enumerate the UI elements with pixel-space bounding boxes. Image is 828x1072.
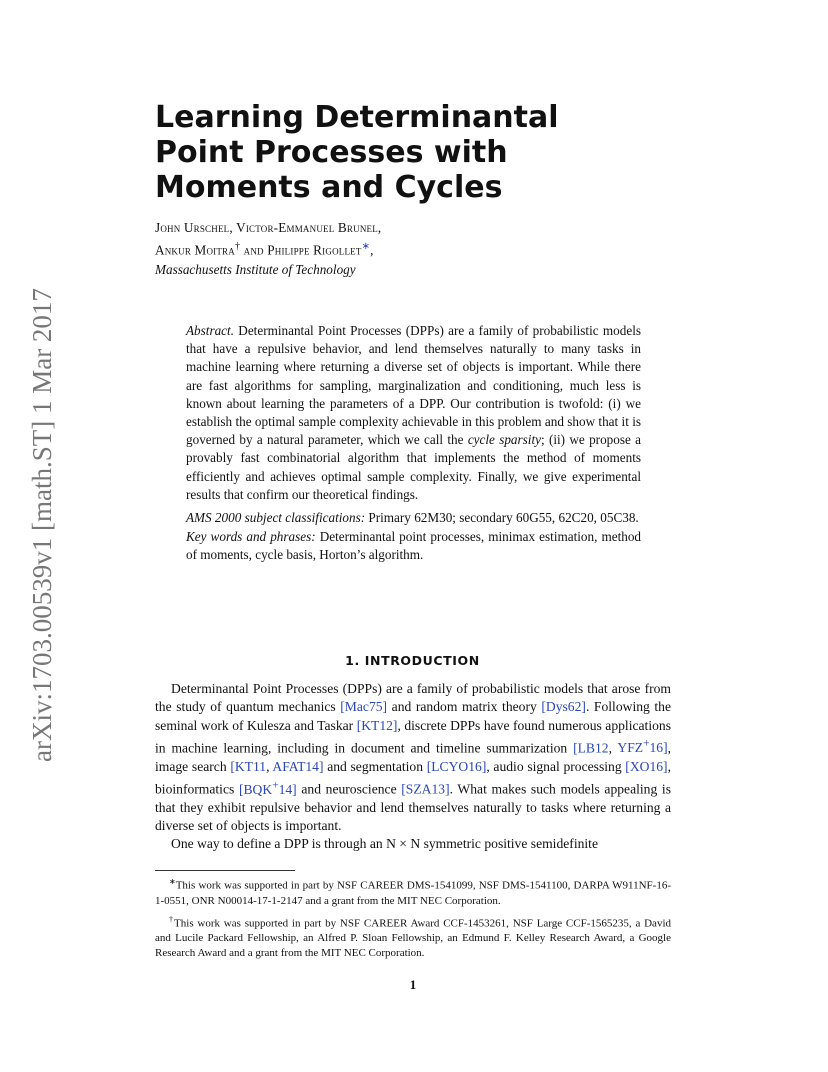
citation-link[interactable]: [BQK+14] — [238, 779, 297, 797]
abstract-body: Abstract. Determinantal Point Processes (DPPs) are a family of probabilistic models that have a repulsive behavior, and lend themselves naturally to many tasks in machine learning where returning a diverse set of objects is important. While there are fast algorithms for sampling, marginalization and conditioning, much less is known about learning the parameters of a DPP. Our contribution is twofold: (i) we establish the optimal sample complexity achievable in this problem and show that it is governed by a natural parameter, which we call the cycle sparsity; (ii) we propose a provably fast combinatorial algorithm that implements the method of moments efficiently and achieves optimal sample complexity. Finally, we give experimental results that confirm our theoretical findings. — [186, 323, 642, 502]
abstract — [186, 322, 641, 570]
introduction-body — [155, 680, 671, 854]
citation-link[interactable]: [LCYO16] — [426, 758, 487, 774]
author-moitra: Ankur Moitra — [155, 242, 235, 258]
page-number: 1 — [409, 977, 417, 992]
author-rigollet: and Philippe Rigollet — [240, 242, 362, 258]
authors-line-2: Ankur Moitra† and Philippe Rigollet∗, — [155, 241, 374, 258]
citation-link[interactable]: [Dys62] — [541, 699, 586, 715]
citation-link[interactable]: AFAT14] — [272, 758, 324, 774]
abstract-term: cycle sparsity — [467, 432, 541, 448]
footnote-2: †This work was supported in part by NSF CAREER Award CCF-1453261, NSF Large CCF-1565235, a David and Lucile Packard Fellowship, an Alfred P. Sloan Fellowship, an Edmund F. Kelley Research Award, a Google Research Award and a grant from the MIT NEC Corporation. — [155, 914, 671, 960]
citation-link[interactable]: [KT11 — [230, 758, 267, 774]
footnote-mark-dagger: † — [234, 241, 241, 252]
citation-link[interactable]: [KT12] — [356, 717, 398, 733]
footnote-divider — [155, 870, 295, 871]
citation-link[interactable]: [LB12 — [573, 740, 609, 756]
paragraph: Determinantal Point Processes (DPPs) are a family of probabilistic models that arose from the study of quantum mechanics [Mac75] and random matrix theory [Dys62]. Following the seminal work of Kulesza and Taskar [KT12], discrete DPPs have found numerous applications in machine learning, including in document and timeline summarization [LB12, YFZ+16], image search [KT11, AFAT14] and segmentation [LCYO16], audio signal processing [XO16], bioinformatics [BQK+14] and neuroscience [SZA13]. What makes such models appealing is that they exhibit repulsive behavior and lend themselves naturally to tasks where returning a diverse set of objects is important. — [155, 681, 672, 834]
citation-link[interactable]: [Mac75] — [340, 699, 388, 715]
paper-title: Learning Determinantal Point Processes with Moments and Cycles — [155, 100, 559, 205]
footnotes — [155, 874, 671, 964]
authors-line-1: John Urschel, Victor-Emmanuel Brunel, — [155, 220, 382, 235]
arxiv-identifier: arXiv:1703.00539v1 [math.ST] 1 Mar 2017 — [27, 288, 57, 762]
affiliation: Massachusetts Institute of Technology — [155, 262, 356, 277]
paragraph: One way to define a DPP is through an N × N symmetric positive semidefinite — [171, 836, 598, 852]
footnote-1: ∗This work was supported in part by NSF CAREER DMS-1541099, NSF DMS-1541100, DARPA W911NF-16-1-0551, ONR N00014-17-1-2147 and a grant from the MIT NEC Corporation. — [155, 877, 671, 907]
citation-link[interactable]: [XO16] — [625, 758, 668, 774]
citation-link[interactable]: YFZ+16] — [617, 737, 668, 756]
keywords: Key words and phrases: Determinantal point processes, minimax estimation, method of moments, cycle basis, Horton’s algorithm. — [186, 529, 642, 563]
section-heading-introduction: 1. INTRODUCTION — [345, 653, 480, 668]
author-list — [155, 218, 675, 259]
citation-link[interactable]: [SZA13] — [401, 781, 450, 797]
footnote-mark-star[interactable]: ∗ — [361, 241, 371, 252]
ams-classification: AMS 2000 subject classifications: Primary 62M30; secondary 60G55, 62C20, 05C38. — [186, 510, 639, 526]
abstract-label: Abstract. — [186, 323, 234, 338]
